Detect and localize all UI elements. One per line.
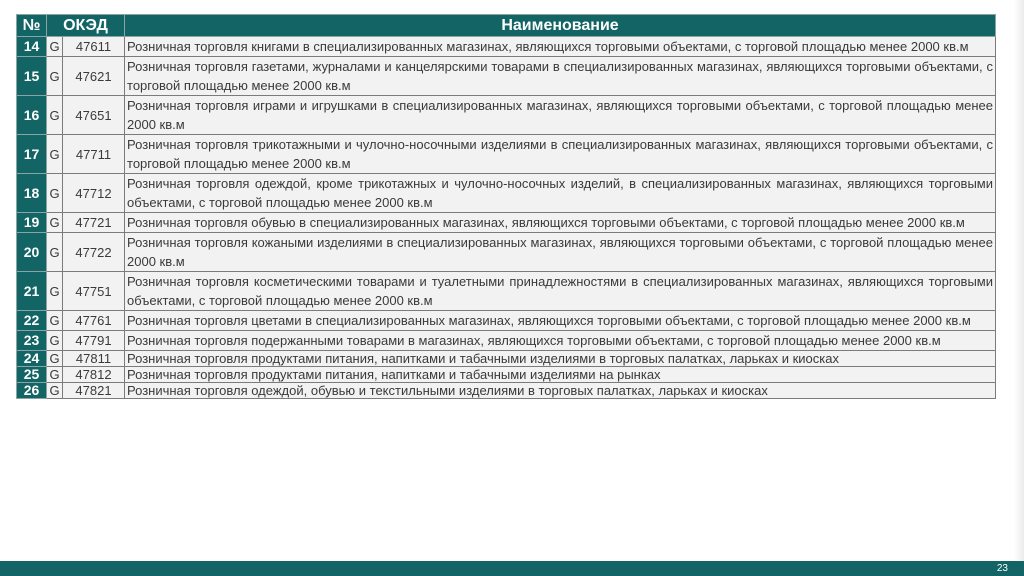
row-section: G — [47, 37, 63, 57]
row-code: 47611 — [63, 37, 125, 57]
table-row — [17, 233, 996, 272]
row-section: G — [47, 57, 63, 96]
row-code: 47651 — [63, 96, 125, 135]
row-code: 47711 — [63, 135, 125, 174]
row-code: 47722 — [63, 233, 125, 272]
row-name: Розничная торговля продуктами питания, напитками и табачными изделиями в торговых палатках, ларьках и киосках — [125, 351, 996, 367]
row-number: 17 — [17, 135, 47, 174]
row-code: 47821 — [63, 383, 125, 399]
row-number: 20 — [17, 233, 47, 272]
row-number: 23 — [17, 331, 47, 351]
table-row — [17, 272, 996, 311]
row-section: G — [47, 272, 63, 311]
row-name: Розничная торговля книгами в специализированных магазинах, являющихся торговыми объектами, с торговой площадью менее 2000 кв.м — [125, 37, 996, 57]
row-name: Розничная торговля трикотажными и чулочно-носочными изделиями в специализированных магазинах, являющихся торговыми объектами, с торговой площадью менее 2000 кв.м — [125, 135, 996, 174]
footer-bar — [0, 561, 1024, 576]
row-number: 25 — [17, 367, 47, 383]
row-code: 47721 — [63, 213, 125, 233]
table-row — [17, 37, 996, 57]
row-number: 24 — [17, 351, 47, 367]
row-number: 18 — [17, 174, 47, 213]
row-code: 47811 — [63, 351, 125, 367]
row-number: 14 — [17, 37, 47, 57]
table-row — [17, 383, 996, 399]
row-section: G — [47, 311, 63, 331]
row-section: G — [47, 331, 63, 351]
row-section: G — [47, 135, 63, 174]
row-section: G — [47, 213, 63, 233]
slide-edge-shadow — [1014, 0, 1024, 576]
row-section: G — [47, 96, 63, 135]
table-row — [17, 135, 996, 174]
table-row — [17, 367, 996, 383]
row-name: Розничная торговля цветами в специализированных магазинах, являющихся торговыми объектами, с торговой площадью менее 2000 кв.м — [125, 311, 996, 331]
header-okved: ОКЭД — [47, 15, 125, 37]
row-code: 47751 — [63, 272, 125, 311]
row-number: 26 — [17, 383, 47, 399]
row-section: G — [47, 174, 63, 213]
row-number: 19 — [17, 213, 47, 233]
row-section: G — [47, 233, 63, 272]
row-number: 16 — [17, 96, 47, 135]
row-code: 47621 — [63, 57, 125, 96]
row-name: Розничная торговля подержанными товарами в магазинах, являющихся торговыми объектами, с торговой площадью менее 2000 кв.м — [125, 331, 996, 351]
table-row — [17, 351, 996, 367]
table-row — [17, 311, 996, 331]
table-row — [17, 331, 996, 351]
table-row — [17, 57, 996, 96]
row-name: Розничная торговля обувью в специализированных магазинах, являющихся торговыми объектами, с торговой площадью менее 2000 кв.м — [125, 213, 996, 233]
row-name: Розничная торговля одеждой, кроме трикотажных и чулочно-носочных изделий, в специализированных магазинах, являющихся торговыми объектами, с торговой площадью менее 2000 кв.м — [125, 174, 996, 213]
row-number: 21 — [17, 272, 47, 311]
row-name: Розничная торговля газетами, журналами и канцелярскими товарами в специализированных магазинах, являющихся торговыми объектами, с торговой площадью менее 2000 кв.м — [125, 57, 996, 96]
row-code: 47712 — [63, 174, 125, 213]
row-section: G — [47, 351, 63, 367]
table-row — [17, 96, 996, 135]
row-section: G — [47, 367, 63, 383]
header-name: Наименование — [125, 15, 996, 37]
row-name: Розничная торговля продуктами питания, напитками и табачными изделиями на рынках — [125, 367, 996, 383]
table-row — [17, 174, 996, 213]
row-code: 47791 — [63, 331, 125, 351]
row-code: 47812 — [63, 367, 125, 383]
row-section: G — [47, 383, 63, 399]
header-number: № — [17, 15, 47, 37]
row-name: Розничная торговля кожаными изделиями в специализированных магазинах, являющихся торговыми объектами, с торговой площадью менее 2000 кв.м — [125, 233, 996, 272]
row-number: 15 — [17, 57, 47, 96]
table-header-row — [17, 15, 996, 37]
row-number: 22 — [17, 311, 47, 331]
row-code: 47761 — [63, 311, 125, 331]
row-name: Розничная торговля одеждой, обувью и текстильными изделиями в торговых палатках, ларьках и киосках — [125, 383, 996, 399]
okved-table — [16, 14, 996, 399]
row-name: Розничная торговля косметическими товарами и туалетными принадлежностями в специализированных магазинах, являющихся торговыми объектами, с торговой площадью менее 2000 кв.м — [125, 272, 996, 311]
table-row — [17, 213, 996, 233]
row-name: Розничная торговля играми и игрушками в специализированных магазинах, являющихся торговыми объектами, с торговой площадью менее 2000 кв.м — [125, 96, 996, 135]
page-number: 23 — [996, 563, 1008, 574]
